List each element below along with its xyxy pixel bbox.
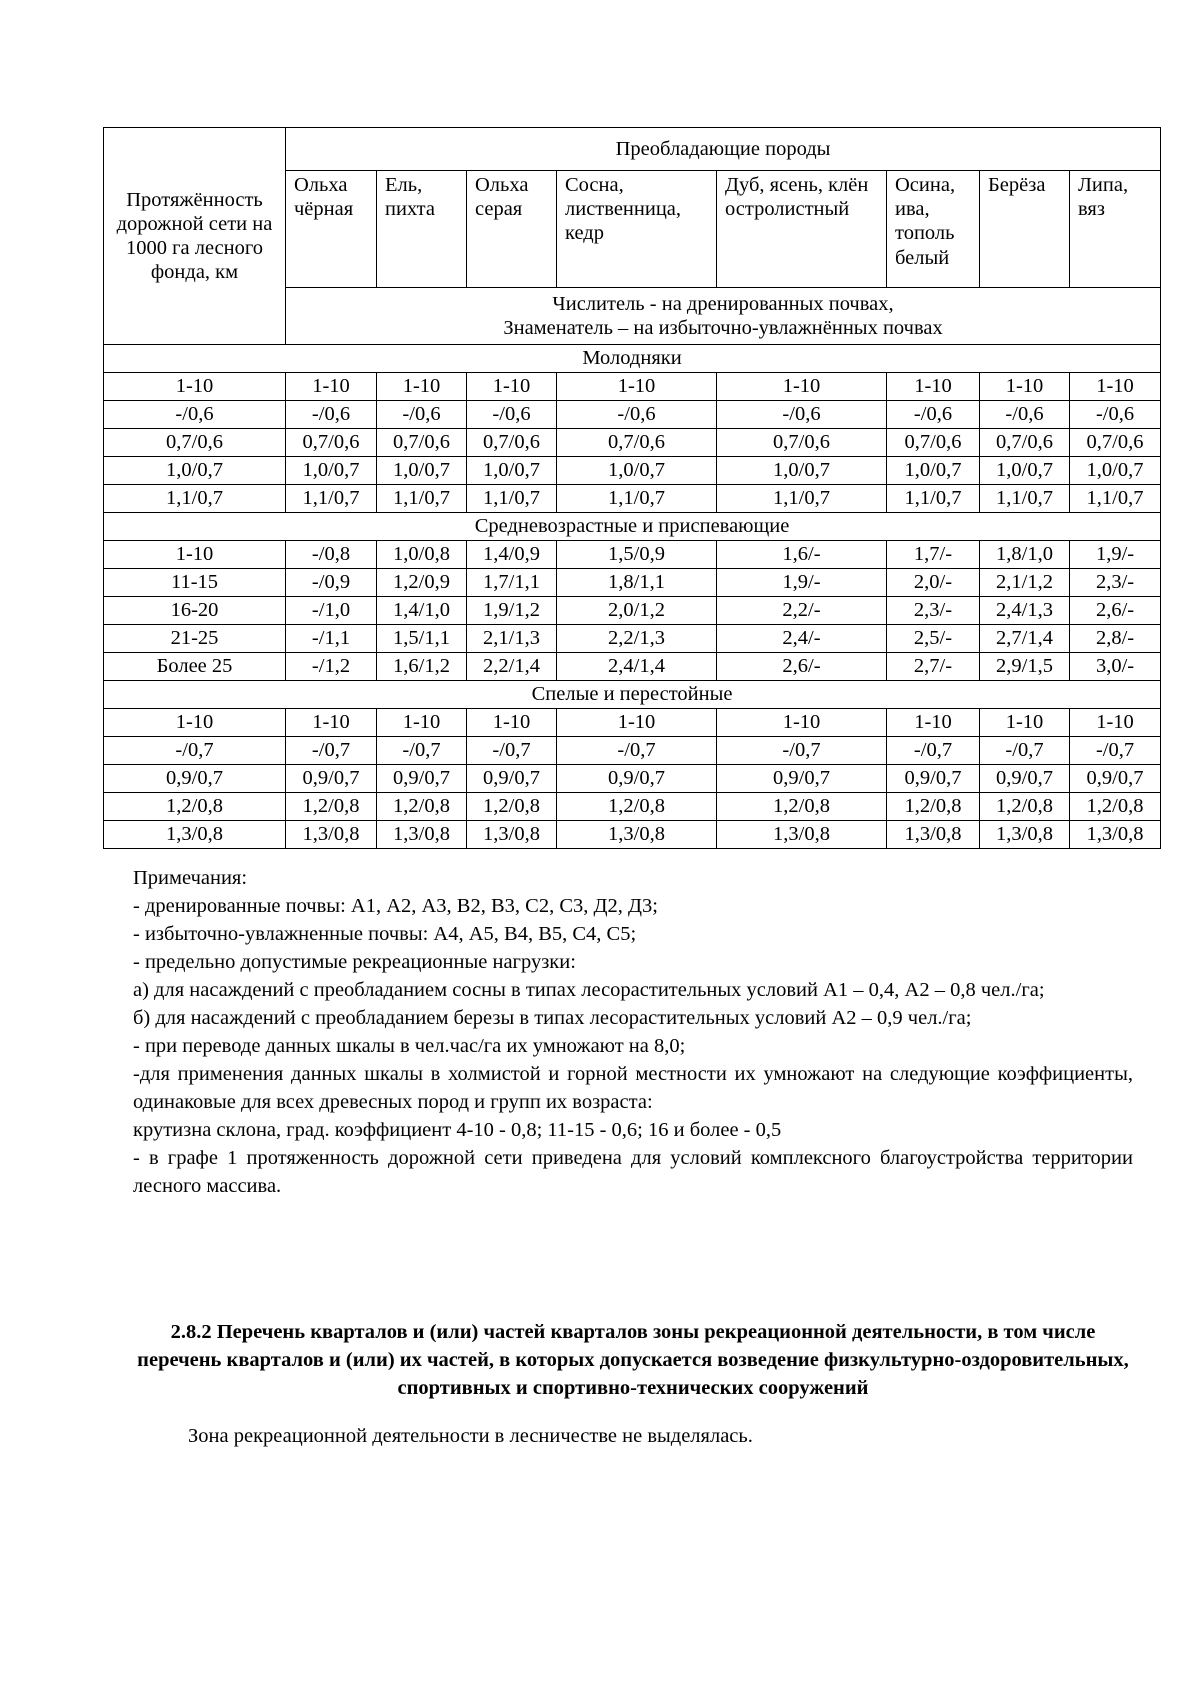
load-value-cell: -/0,6: [980, 401, 1070, 429]
legend-numerator-text: Числитель - на дренированных почвах,: [552, 292, 894, 315]
load-value-cell: 2,4/1,3: [980, 597, 1070, 625]
load-value-cell: -/1,0: [286, 597, 377, 625]
note-item: б) для насаждений с преобладанием березы в типах лесорастительных условий А2 – 0,9 чел./га;: [133, 1007, 972, 1029]
load-value-cell: 0,7/0,6: [980, 429, 1070, 457]
load-value-cell: 2,7/1,4: [980, 625, 1070, 653]
load-value-cell: 1-10: [887, 373, 980, 401]
note-item: - предельно допустимые рекреационные нагрузки:: [133, 951, 576, 973]
load-value-cell: 0,7/0,6: [557, 429, 717, 457]
load-value-cell: 2,8/-: [1070, 625, 1161, 653]
section-title-cell: Средневозрастные и приспевающие: [104, 513, 1161, 541]
load-value-cell: 1-10: [377, 373, 467, 401]
load-value-cell: 1,2/0,8: [467, 793, 557, 821]
road-density-cell: 1,2/0,8: [104, 793, 286, 821]
road-density-cell: 0,9/0,7: [104, 765, 286, 793]
road-density-cell: 1-10: [104, 709, 286, 737]
load-value-cell: 1-10: [717, 373, 887, 401]
load-value-cell: -/0,9: [286, 569, 377, 597]
load-value-cell: -/0,6: [887, 401, 980, 429]
table-row: [104, 653, 1161, 681]
section-title-cell: Молодняки: [104, 345, 1161, 373]
road-density-cell: Более 25: [104, 653, 286, 681]
table-row: [104, 429, 1161, 457]
load-value-cell: 1-10: [467, 709, 557, 737]
species-header-cell: Сосна, лиственница, кедр: [557, 171, 717, 288]
load-value-cell: -/0,7: [467, 737, 557, 765]
load-value-cell: 1,1/0,7: [557, 485, 717, 513]
section-title-cell: Спелые и перестойные: [104, 681, 1161, 709]
load-value-cell: 1,1/0,7: [980, 485, 1070, 513]
load-value-cell: -/0,6: [377, 401, 467, 429]
load-value-cell: 1,0/0,7: [887, 457, 980, 485]
load-value-cell: 2,7/-: [887, 653, 980, 681]
load-value-cell: 0,7/0,6: [1070, 429, 1161, 457]
note-item: - избыточно-увлажненные почвы: А4, А5, В4, В5, С4, С5;: [133, 923, 637, 945]
load-value-cell: 1,9/-: [1070, 541, 1161, 569]
load-value-cell: 1-10: [717, 709, 887, 737]
table-row: [104, 457, 1161, 485]
load-value-cell: -/0,7: [1070, 737, 1161, 765]
species-header-cell: Липа, вяз: [1070, 171, 1161, 288]
load-value-cell: 1,5/0,9: [557, 541, 717, 569]
load-value-cell: 1,0/0,8: [377, 541, 467, 569]
load-value-cell: 1,2/0,9: [377, 569, 467, 597]
load-value-cell: 2,3/-: [887, 597, 980, 625]
load-value-cell: -/1,1: [286, 625, 377, 653]
load-value-cell: 1,2/0,8: [377, 793, 467, 821]
table-row: [104, 765, 1161, 793]
load-value-cell: 1,9/1,2: [467, 597, 557, 625]
load-value-cell: -/0,6: [467, 401, 557, 429]
table-row: [104, 373, 1161, 401]
load-value-cell: 3,0/-: [1070, 653, 1161, 681]
load-value-cell: 0,9/0,7: [557, 765, 717, 793]
section-title-row: [104, 681, 1161, 709]
load-value-cell: 0,9/0,7: [377, 765, 467, 793]
road-density-cell: 11-15: [104, 569, 286, 597]
load-value-cell: 1,3/0,8: [377, 821, 467, 849]
load-value-cell: -/0,7: [717, 737, 887, 765]
load-value-cell: 1,5/1,1: [377, 625, 467, 653]
load-value-cell: 1,2/0,8: [980, 793, 1070, 821]
load-value-cell: 1,8/1,1: [557, 569, 717, 597]
recreation-load-table: [103, 127, 1161, 849]
load-value-cell: 1,0/0,7: [717, 457, 887, 485]
load-value-cell: 2,2/-: [717, 597, 887, 625]
load-value-cell: 1,0/0,7: [557, 457, 717, 485]
table-row: [104, 821, 1161, 849]
load-value-cell: 1,7/1,1: [467, 569, 557, 597]
load-value-cell: 0,9/0,7: [1070, 765, 1161, 793]
load-value-cell: 1-10: [1070, 373, 1161, 401]
load-value-cell: 0,7/0,6: [377, 429, 467, 457]
load-value-cell: 1-10: [557, 709, 717, 737]
load-value-cell: 1,1/0,7: [887, 485, 980, 513]
load-value-cell: 1,1/0,7: [286, 485, 377, 513]
legend-denominator-text: Знаменатель – на избыточно-увлажнённых почвах: [503, 317, 943, 339]
load-value-cell: 2,3/-: [1070, 569, 1161, 597]
load-value-cell: -/0,6: [717, 401, 887, 429]
road-density-cell: 1-10: [104, 541, 286, 569]
load-value-cell: 1,2/0,8: [887, 793, 980, 821]
load-value-cell: 1,0/0,7: [467, 457, 557, 485]
load-value-cell: 1,3/0,8: [467, 821, 557, 849]
road-density-cell: 1,0/0,7: [104, 457, 286, 485]
section-heading: 2.8.2 Перечень кварталов и (или) частей кварталов зоны рекреационной деятельности, в том числе перечень кварталов и (или) их частей, в которых допускается возведение физкультурно-оздоровительных, спортивных и спортивно-технических сооружений: [137, 1321, 1129, 1399]
load-value-cell: -/0,7: [286, 737, 377, 765]
load-value-cell: 1-10: [377, 709, 467, 737]
load-value-cell: -/0,6: [557, 401, 717, 429]
load-value-cell: 1,6/-: [717, 541, 887, 569]
load-value-cell: -/0,6: [286, 401, 377, 429]
road-density-cell: 1,3/0,8: [104, 821, 286, 849]
road-density-cell: 1,1/0,7: [104, 485, 286, 513]
load-value-cell: 0,9/0,7: [980, 765, 1070, 793]
section-paragraph: Зона рекреационной деятельности в лесничестве не выделялась.: [188, 1425, 753, 1447]
load-value-cell: 2,0/-: [887, 569, 980, 597]
load-value-cell: 0,7/0,6: [286, 429, 377, 457]
table-row: [104, 737, 1161, 765]
load-value-cell: 1,2/0,8: [717, 793, 887, 821]
load-value-cell: -/0,7: [377, 737, 467, 765]
table-row: [104, 401, 1161, 429]
load-value-cell: 1-10: [286, 709, 377, 737]
load-value-cell: 1,8/1,0: [980, 541, 1070, 569]
load-value-cell: -/0,6: [1070, 401, 1161, 429]
load-value-cell: 1-10: [286, 373, 377, 401]
table-row: [104, 793, 1161, 821]
load-value-cell: 1,1/0,7: [467, 485, 557, 513]
group-header-cell: Преобладающие породы: [286, 128, 1161, 171]
load-value-cell: 1,3/0,8: [557, 821, 717, 849]
load-value-cell: 1,6/1,2: [377, 653, 467, 681]
note-item: - при переводе данных шкалы в чел.час/га их умножают на 8,0;: [133, 1035, 686, 1057]
load-value-cell: 1,7/-: [887, 541, 980, 569]
load-value-cell: 1,2/0,8: [557, 793, 717, 821]
load-value-cell: 1,3/0,8: [980, 821, 1070, 849]
load-value-cell: 1,9/-: [717, 569, 887, 597]
load-value-cell: 2,2/1,4: [467, 653, 557, 681]
table-row: [104, 569, 1161, 597]
road-density-cell: -/0,7: [104, 737, 286, 765]
load-value-cell: 1,3/0,8: [717, 821, 887, 849]
section-title-row: [104, 345, 1161, 373]
table-row: [104, 709, 1161, 737]
load-value-cell: -/0,7: [980, 737, 1070, 765]
load-value-cell: 0,9/0,7: [286, 765, 377, 793]
load-value-cell: 1,1/0,7: [717, 485, 887, 513]
road-density-cell: -/0,6: [104, 401, 286, 429]
load-value-cell: 1,4/1,0: [377, 597, 467, 625]
load-value-cell: -/0,7: [557, 737, 717, 765]
load-value-cell: 2,6/-: [1070, 597, 1161, 625]
row-header-cell: Протяжённость дорожной сети на 1000 га лесного фонда, км: [104, 128, 286, 345]
species-header-cell: Дуб, ясень, клён остролистный: [717, 171, 887, 288]
table-row: [104, 597, 1161, 625]
section-title-row: [104, 513, 1161, 541]
road-density-cell: 1-10: [104, 373, 286, 401]
load-value-cell: 0,9/0,7: [887, 765, 980, 793]
load-value-cell: 1,4/0,9: [467, 541, 557, 569]
table-row: [104, 541, 1161, 569]
load-value-cell: 2,0/1,2: [557, 597, 717, 625]
road-density-cell: 0,7/0,6: [104, 429, 286, 457]
load-value-cell: 1,1/0,7: [1070, 485, 1161, 513]
load-value-cell: 0,7/0,6: [717, 429, 887, 457]
species-header-cell: Ольха чёрная: [286, 171, 377, 288]
load-value-cell: 2,1/1,3: [467, 625, 557, 653]
load-value-cell: 1-10: [557, 373, 717, 401]
load-value-cell: 1-10: [887, 709, 980, 737]
load-value-cell: -/0,7: [887, 737, 980, 765]
note-item: а) для насаждений с преобладанием сосны в типах лесорастительных условий А1 – 0,4, А2 – 0,8 чел./га;: [133, 979, 1045, 1001]
load-value-cell: 2,1/1,2: [980, 569, 1070, 597]
table-row: [104, 485, 1161, 513]
note-item: - дренированные почвы: А1, А2, А3, В2, В3, С2, С3, Д2, Д3;: [133, 895, 658, 917]
load-value-cell: 2,2/1,3: [557, 625, 717, 653]
legend-cell: [286, 288, 1161, 345]
load-value-cell: 2,9/1,5: [980, 653, 1070, 681]
load-value-cell: 1,1/0,7: [377, 485, 467, 513]
load-value-cell: 1-10: [1070, 709, 1161, 737]
load-value-cell: -/1,2: [286, 653, 377, 681]
load-value-cell: 1-10: [980, 709, 1070, 737]
species-header-cell: Осина, ива, тополь белый: [887, 171, 980, 288]
load-value-cell: 1,0/0,7: [377, 457, 467, 485]
road-density-cell: 16-20: [104, 597, 286, 625]
load-value-cell: 1,3/0,8: [887, 821, 980, 849]
notes-title: Примечания:: [133, 867, 248, 889]
species-header-cell: Ель, пихта: [377, 171, 467, 288]
load-value-cell: -/0,8: [286, 541, 377, 569]
load-value-cell: 1,2/0,8: [286, 793, 377, 821]
note-item: крутизна склона, град. коэффициент 4-10 - 0,8; 11-15 - 0,6; 16 и более - 0,5: [133, 1119, 782, 1141]
load-value-cell: 2,5/-: [887, 625, 980, 653]
load-value-cell: 1-10: [467, 373, 557, 401]
table-row: [104, 625, 1161, 653]
notes-block: [133, 864, 1133, 1200]
note-item: -для применения данных шкалы в холмистой и горной местности их умножают на следующие коэффициенты, одинаковые для всех древесных пород и групп их возраста:: [133, 1063, 1133, 1113]
load-value-cell: 1,3/0,8: [1070, 821, 1161, 849]
load-value-cell: 2,4/-: [717, 625, 887, 653]
species-header-cell: Ольха серая: [467, 171, 557, 288]
load-value-cell: 2,6/-: [717, 653, 887, 681]
load-value-cell: 0,7/0,6: [887, 429, 980, 457]
load-value-cell: 1,3/0,8: [286, 821, 377, 849]
load-value-cell: 1,0/0,7: [980, 457, 1070, 485]
load-value-cell: 2,4/1,4: [557, 653, 717, 681]
load-value-cell: 1,0/0,7: [286, 457, 377, 485]
load-value-cell: 1,0/0,7: [1070, 457, 1161, 485]
load-value-cell: 0,9/0,7: [467, 765, 557, 793]
road-density-cell: 21-25: [104, 625, 286, 653]
species-header-cell: Берёза: [980, 171, 1070, 288]
note-item: - в графе 1 протяженность дорожной сети приведена для условий комплексного благоустройства территории лесного массива.: [133, 1147, 1133, 1197]
load-value-cell: 0,9/0,7: [717, 765, 887, 793]
load-value-cell: 1-10: [980, 373, 1070, 401]
load-value-cell: 0,7/0,6: [467, 429, 557, 457]
load-value-cell: 1,2/0,8: [1070, 793, 1161, 821]
